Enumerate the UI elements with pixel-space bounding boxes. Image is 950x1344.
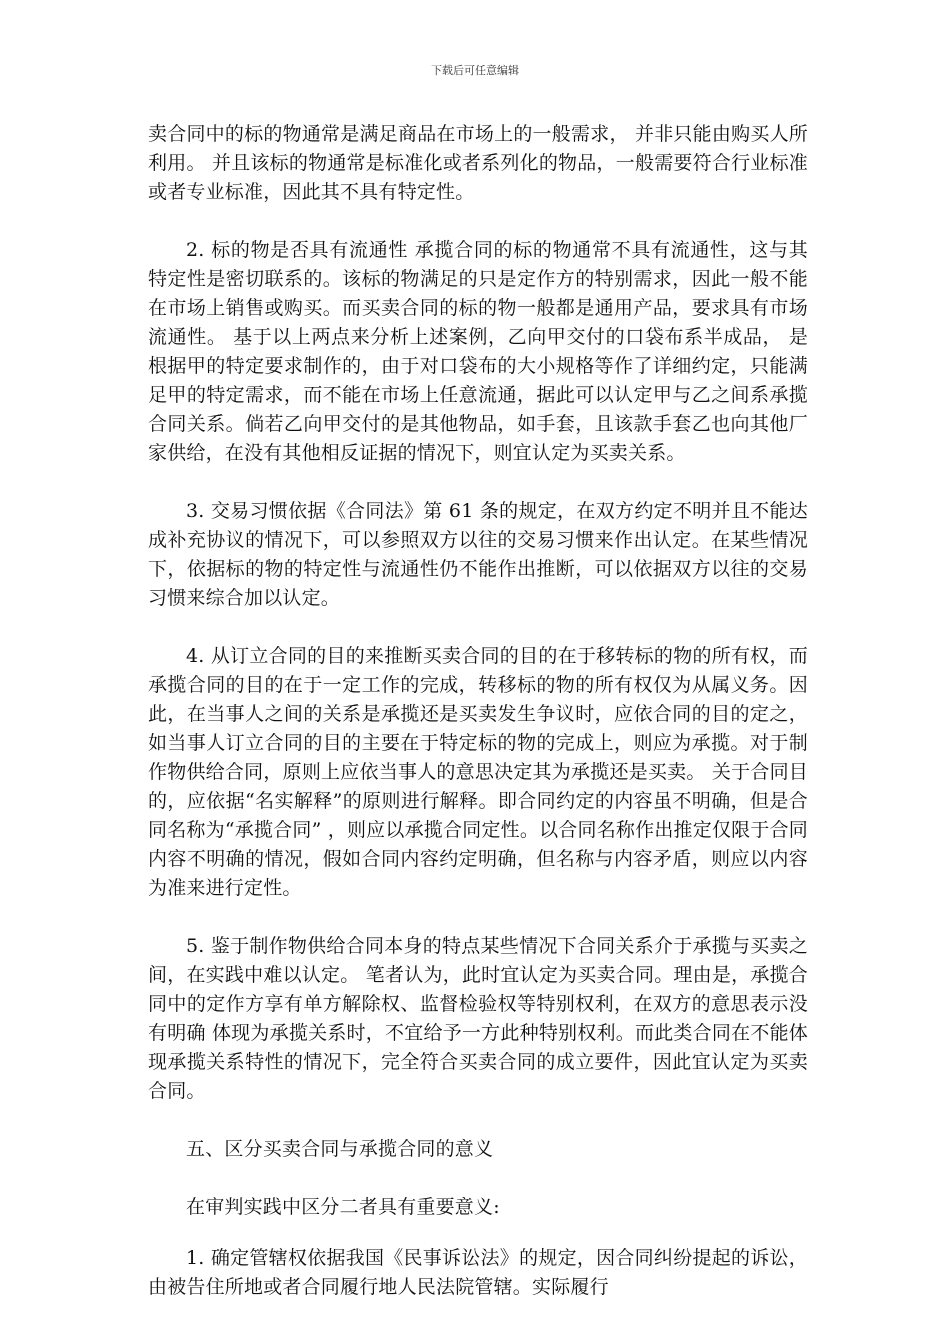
paragraph-2-circulation: 2. 标的物是否具有流通性 承揽合同的标的物通常不具有流通性，这与其特定性是密切联系的。该标的物满足的只是定作方的特别需求，因此一般不能在市场上销售或购买。而买卖合同的标的物一般都是通用产品，要求具有市场流通性。 基于以上两点来分析上述案例，乙向甲交付的口袋布系半成品， 是根据甲的特定要求制作的，由于对口袋布的大小规格等作了详细约定，只能满足甲的特定需求，而不能在市场上任意流通，据此可以认定甲与乙之间系承揽合同关系。倘若乙向甲交付的是其他物品，如手套，且该款手套乙也向其他厂家供给，在没有其他相反证据的情况下，则宜认定为买卖关系。: [148, 239, 808, 464]
page-header-note: 下载后可任意编辑: [431, 64, 519, 77]
paragraph-3-trade-custom: 3. 交易习惯依据《合同法》第 61 条的规定，在双方约定不明并且不能达成补充协议的情况下，可以参照双方以往的交易习惯来作出认定。在某些情况下，依据标的物的特定性与流通性仍不能作出推断，可以依据双方以往的交易习惯来综合加以认定。: [148, 500, 808, 609]
paragraph-4-contract-purpose: 4. 从订立合同的目的来推断买卖合同的目的在于移转标的物的所有权，而承揽合同的目的在于一定工作的完成，转移标的物的所有权仅为从属义务。因此，在当事人之间的关系是承揽还是买卖发生争议时，应依合同的目的定之，如当事人订立合同的目的主要在于特定标的物的完成上，则应为承揽。对于制作物供给合同，原则上应依当事人的意思决定其为承揽还是买卖。 关于合同目的，应依据“名实解释”的原则进行解释。即合同约定的内容虽不明确，但是合同名称为“承揽合同” ，则应以承揽合同定性。以合同名称作出推定仅限于合同内容不明确的情况，假如合同内容约定明确，但名称与内容矛盾，则应以内容为准来进行定性。: [148, 645, 808, 899]
paragraph-5-supply-contract: 5. 鉴于制作物供给合同本身的特点某些情况下合同关系介于承揽与买卖之间，在实践中难以认定。 笔者认为，此时宜认定为买卖合同。理由是，承揽合同中的定作方享有单方解除权、监督检验权等特别权利，在双方的意思表示没有明确 体现为承揽关系时，不宜给予一方此种特别权利。而此类合同在不能体现承揽关系特性的情况下，完全符合买卖合同的成立要件，因此宜认定为买卖合同。: [148, 935, 808, 1102]
document-body: [148, 120, 808, 1302]
paragraph-jurisdiction: 1. 确定管辖权依据我国《民事诉讼法》的规定，因合同纠纷提起的诉讼，由被告住所地或者合同履行地人民法院管辖。实际履行: [148, 1247, 808, 1298]
section-heading-significance: 五、区分买卖合同与承揽合同的意义: [186, 1138, 494, 1160]
paragraph-significance-intro: 在审判实践中区分二者具有重要意义:: [186, 1196, 500, 1218]
paragraph-continuation: 卖合同中的标的物通常是满足商品在市场上的一般需求， 并非只能由购买人所利用。 并且该标的物通常是标准化或者系列化的物品，一般需要符合行业标准或者专业标准，因此其不具有特定性。: [148, 123, 808, 203]
